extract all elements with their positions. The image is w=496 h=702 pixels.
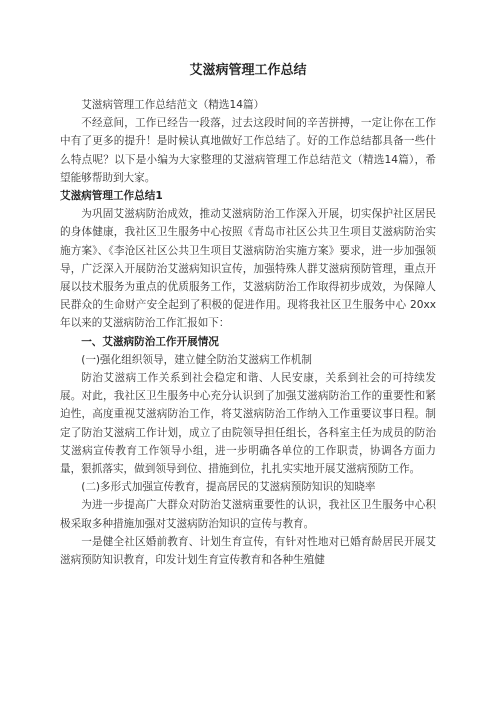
document-title: 艾滋病管理工作总结 <box>189 63 307 78</box>
body-paragraph: 为进一步提高广大群众对防治艾滋病重要性的认识，我社区卫生服务中心积极采取多种措施加强对艾滋病防治知识的宣传与教育。 <box>60 499 436 530</box>
body-paragraph: 一是健全社区婚前教育、计划生育宣传，有针对性地对已婚育龄居民开展艾滋病预防知识教育，印发计划生育宣传教育和各种生殖健 <box>60 535 436 567</box>
subheading: (一)强化组织领导，建立健全防治艾滋病工作机制 <box>81 353 312 366</box>
body-paragraph: 防治艾滋病工作关系到社会稳定和谐、人民安康，关系到社会的可持续发展。对此，我社区卫生服务中心充分认识到了加强艾滋病防治工作的重要性和紧迫性，高度重视艾滋病防治工作，将艾滋病防治工作纳入工作重要议事日程。制定了防治艾滋病工作计划，成立了由院领导担任组长，各科室主任为成员的防治艾滋病宣传教育工作领导小组，进一步明确各单位的工作职责，协调各方面力量，狠抓落实，做到领导到位、措施到位，扎扎实实地开展艾滋病预防工作。 <box>60 372 436 476</box>
document-page <box>60 62 436 569</box>
subheading: (二)多形式加强宣传教育，提高居民的艾滋病预防知识的知晓率 <box>81 481 376 494</box>
subtitle-paragraph: 艾滋病管理工作总结范文（精选14篇） <box>81 99 265 111</box>
subheading: 一、艾滋病防治工作开展情况 <box>81 335 219 348</box>
intro-paragraph: 不经意间，工作已经告一段落，过去这段时间的辛苦拼搏，一定让你在工作中有了更多的提升！是时候认真地做好工作总结了。好的工作总结都具备一些什么特点呢？以下是小编为大家整理的艾滋病管理工作总结范文（精选14篇），希望能够帮助到大家。 <box>60 117 436 184</box>
section-heading-1: 艾滋病管理工作总结1 <box>60 190 163 203</box>
body-paragraph: 为巩固艾滋病防治成效，推动艾滋病防治工作深入开展，切实保护社区居民的身体健康，我社区卫生服务中心按照《青岛市社区公共卫生项目艾滋病防治实施方案》、《李沧区社区公共卫生项目艾滋病防治实施方案》要求，进一步加强领导，广泛深入开展防治艾滋病知识宣传，加强特殊人群艾滋病预防管理，重点开展以技术服务为重点的优质服务工作，艾滋病防治工作取得初步成效，为保障人民群众的生命财产安全起到了积极的促进作用。现将我社区卫生服务中心 20xx 年以来的艾滋病防治工作汇报如下： <box>60 208 436 330</box>
